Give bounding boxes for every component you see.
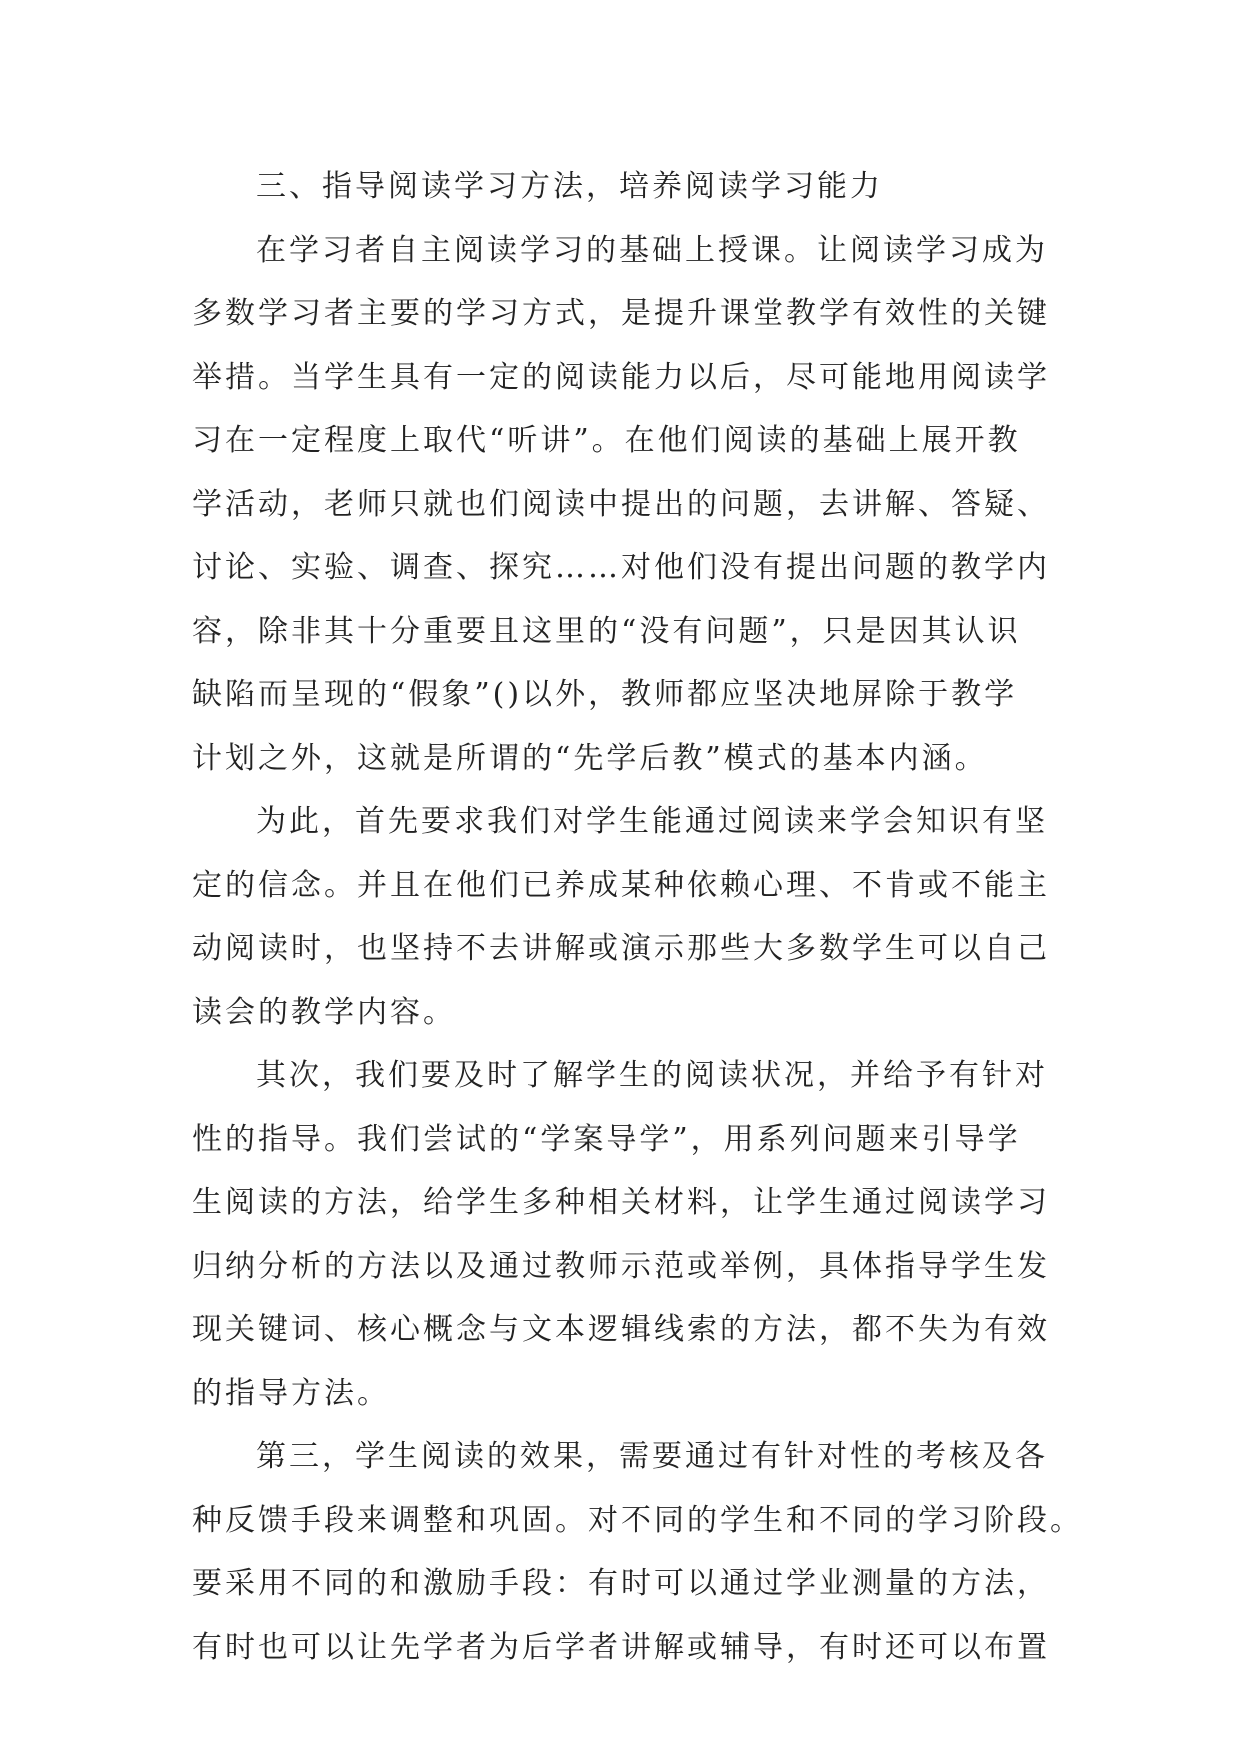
paragraph-line: 现关键词、核心概念与文本逻辑线索的方法，都不失为有效	[192, 1312, 1050, 1347]
paragraph-line: 生阅读的方法，给学生多种相关材料，让学生通过阅读学习	[192, 1185, 1050, 1220]
paragraph-line: 读会的教学内容。	[192, 994, 456, 1030]
paragraph-line: 定的信念。并且在他们已养成某种依赖心理、不肯或不能主	[192, 867, 1050, 903]
paragraph-line: 动阅读时，也坚持不去讲解或演示那些大多数学生可以自己	[192, 931, 1050, 966]
paragraph-line: 其次，我们要及时了解学生的阅读状况，并给予有针对	[256, 1058, 1048, 1093]
paragraph-line: 学活动，老师只就也们阅读中提出的问题，去讲解、答疑、	[192, 486, 1050, 522]
paragraph-line: 举措。当学生具有一定的阅读能力以后，尽可能地用阅读学	[192, 359, 1050, 395]
paragraph-line: 讨论、实验、调查、探究……对他们没有提出问题的教学内	[192, 550, 1050, 585]
paragraph-line: 在学习者自主阅读学习的基础上授课。让阅读学习成为	[256, 232, 1048, 268]
paragraph-line: 多数学习者主要的学习方式，是提升课堂教学有效性的关键	[192, 296, 1050, 331]
paragraph-1	[192, 219, 1052, 791]
section-heading: 三、指导阅读学习方法，培养阅读学习能力	[256, 169, 883, 204]
paragraph-line: 要采用不同的和激励手段：有时可以通过学业测量的方法，	[192, 1566, 1050, 1601]
paragraph-line: 缺陷而呈现的“假象”()以外，教师都应坚决地屏除于教学	[192, 677, 1018, 712]
paragraph-3	[192, 1044, 1052, 1425]
paragraph-line: 性的指导。我们尝试的“学案导学”，用系列问题来引导学	[192, 1121, 1021, 1157]
paragraph-line: 为此，首先要求我们对学生能通过阅读来学会知识有坚	[256, 804, 1048, 839]
paragraph-line: 种反馈手段来调整和巩固。对不同的学生和不同的学习阶段。	[192, 1502, 1083, 1538]
paragraph-line: 归纳分析的方法以及通过教师示范或举例，具体指导学生发	[192, 1248, 1050, 1284]
paragraph-line: 习在一定程度上取代“听讲”。在他们阅读的基础上展开教	[192, 423, 1021, 458]
paragraph-4	[192, 1425, 1083, 1679]
paragraph-2	[192, 790, 1052, 1044]
paragraph-line: 第三，学生阅读的效果，需要通过有针对性的考核及各	[256, 1439, 1048, 1474]
paragraph-line: 的指导方法。	[192, 1375, 390, 1411]
paragraph-line: 容，除非其十分重要且这里的“没有问题”，只是因其认识	[192, 613, 1021, 649]
paragraph-line: 计划之外，这就是所谓的“先学后教”模式的基本内涵。	[192, 740, 988, 776]
document-body	[192, 155, 1083, 1679]
paragraph-line: 有时也可以让先学者为后学者讲解或辅导，有时还可以布置	[192, 1629, 1050, 1665]
